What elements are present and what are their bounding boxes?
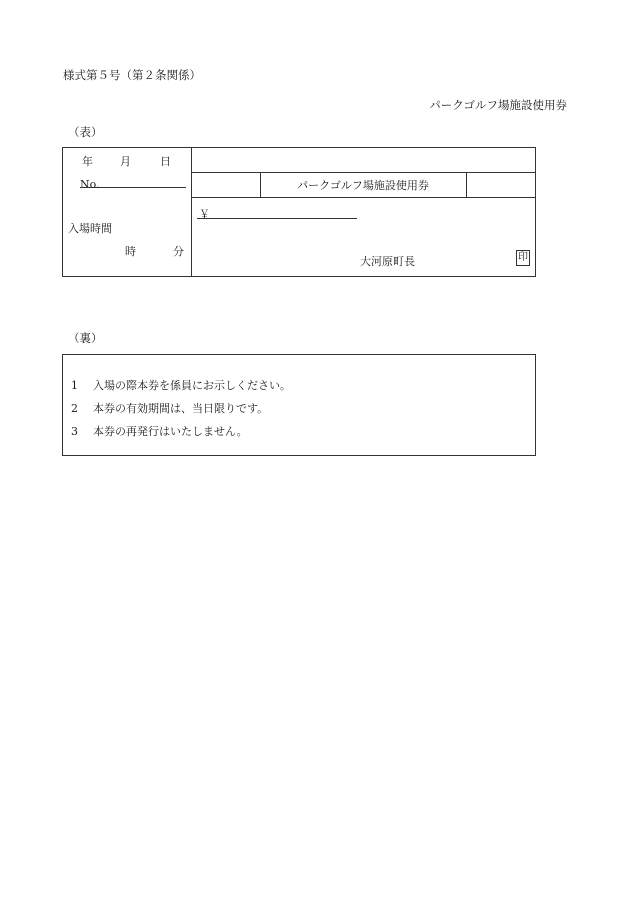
date-year-label: 年 [82,155,93,168]
note-text: 本券の再発行はいたしません。 [93,425,248,438]
date-month-label: 月 [120,155,131,168]
divider-vertical [191,148,192,276]
minute-label: 分 [173,245,184,258]
divider-horizontal-bottom [191,197,535,198]
note-text: 本券の有効期間は、当日限りです。 [93,402,269,415]
note-text: 入場の際本券を係員にお示しください。 [93,379,291,392]
list-item [71,400,268,416]
ticket-number-label: No. [80,178,100,191]
hour-label: 時 [125,245,136,258]
entry-time-label: 入場時間 [68,222,112,235]
ticket-front [62,147,536,277]
back-side-label: （裏） [68,331,103,345]
ticket-title: パークゴルフ場施設使用券 [297,178,429,192]
list-item [71,423,248,439]
ticket-number-line [80,187,186,188]
yen-symbol: ￥ [199,208,210,221]
note-number: 1 [71,379,78,392]
ticket-back-notes [62,354,536,456]
issuer-name: 大河原町長 [360,255,415,268]
document-title: パークゴルフ場施設使用券 [429,98,567,112]
form-number: 様式第５号（第２条関係） [63,68,201,82]
note-number: 2 [71,402,78,415]
amount-line [197,218,357,219]
title-cell-right-border [466,172,467,197]
list-item [71,377,291,393]
date-day-label: 日 [160,155,171,168]
seal-stamp: 印 [516,250,530,266]
front-side-label: （表） [68,125,103,139]
note-number: 3 [71,425,78,438]
